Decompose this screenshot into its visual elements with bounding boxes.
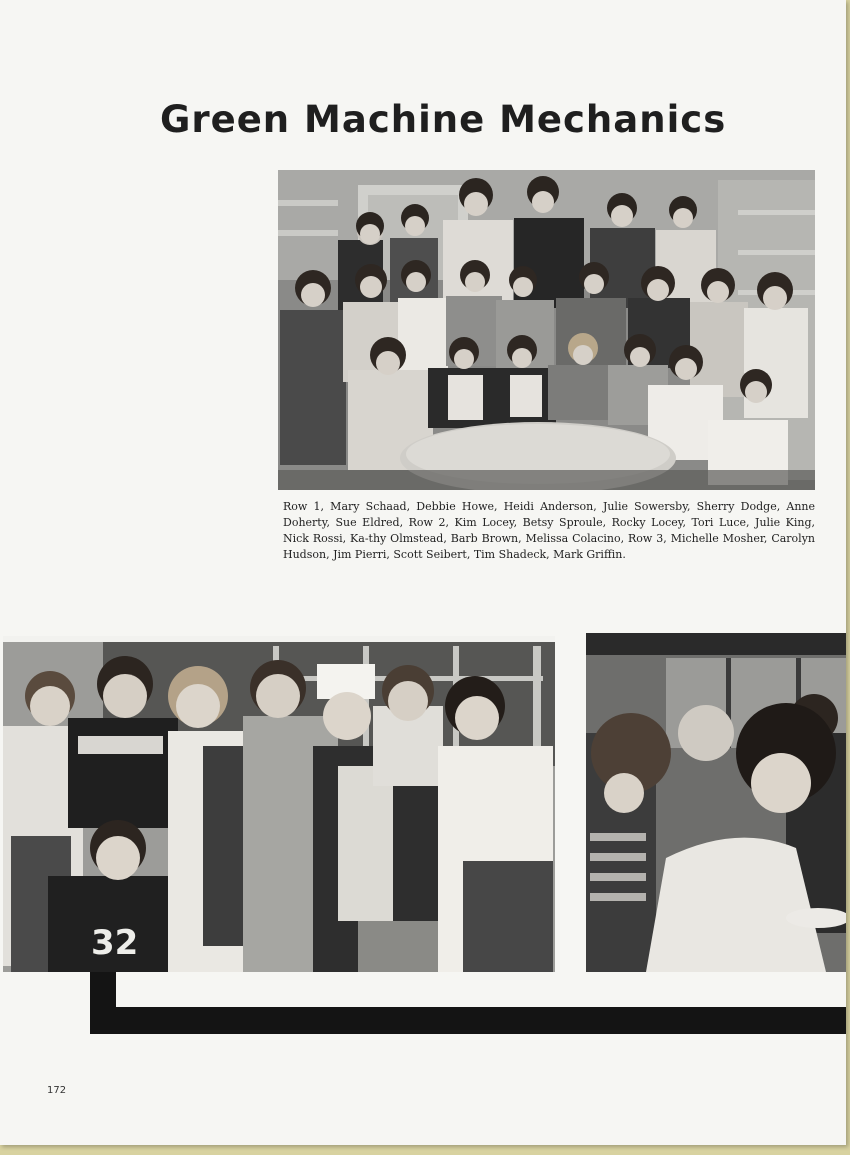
- decorative-bar-horizontal: [90, 1007, 846, 1034]
- page-number: 172: [47, 1085, 67, 1096]
- page-title: Green Machine Mechanics: [160, 98, 727, 141]
- photo-caption: Row 1, Mary Schaad, Debbie Howe, Heidi Anderson, Julie Sowersby, Sherry Dodge, Anne Doherty, Sue Eldred, Row 2, Kim Locey, Betsy Sproule, Rocky Locey, Tori Luce, Julie King, Nick Rossi, Ka-thy Olmstead, Barb Brown, Melissa Colacino, Row 3, Michelle Mosher, Carolyn Hudson, Jim Pierri, Scott Seibert, Tim Shadeck, Mark Griffin.: [283, 500, 815, 561]
- candid-photo-right: [586, 633, 846, 972]
- decorative-bar-vertical: [90, 972, 116, 1034]
- candid-photo-left: [3, 636, 555, 972]
- group-photo: [278, 170, 815, 490]
- jersey-number: 32: [91, 923, 139, 963]
